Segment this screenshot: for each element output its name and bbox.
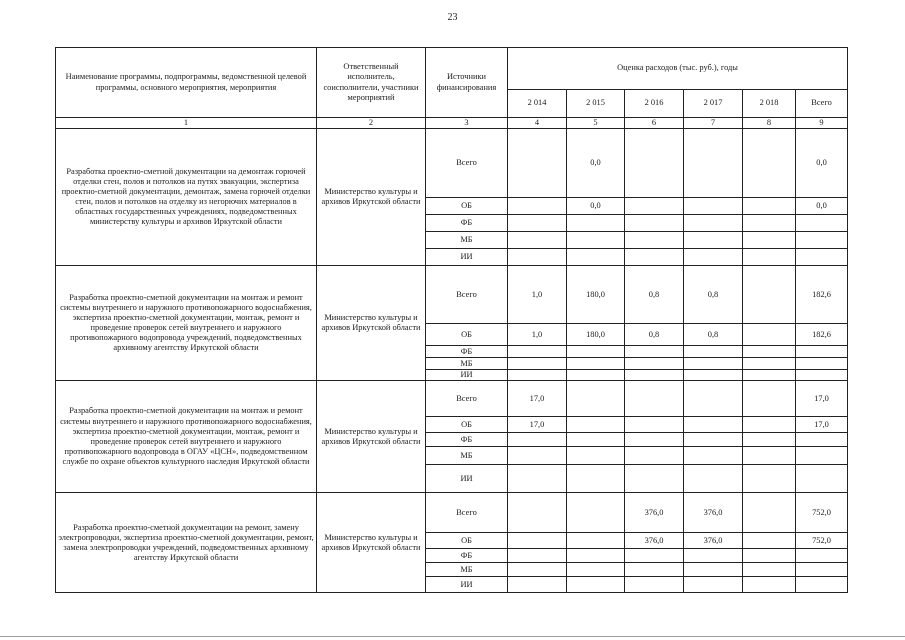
year-value — [567, 381, 625, 417]
funding-source: ФБ — [426, 549, 508, 563]
year-value — [567, 493, 625, 533]
page-number: 23 — [447, 12, 458, 23]
total-value: 0,0 — [796, 129, 848, 198]
year-value — [743, 381, 796, 417]
year-value — [567, 232, 625, 249]
year-value — [743, 493, 796, 533]
year-value: 376,0 — [625, 533, 684, 549]
year-value — [625, 563, 684, 577]
year-value — [743, 324, 796, 346]
year-value — [625, 370, 684, 381]
year-value — [684, 346, 743, 358]
year-value: 0,8 — [684, 266, 743, 324]
year-value — [684, 249, 743, 266]
year-value: 180,0 — [567, 324, 625, 346]
total-value: 182,6 — [796, 324, 848, 346]
year-value — [625, 232, 684, 249]
year-value — [508, 433, 567, 447]
funding-source: Всего — [426, 129, 508, 198]
year-value: 376,0 — [625, 493, 684, 533]
year-value — [743, 465, 796, 493]
year-value — [508, 215, 567, 232]
executor: Министерство культуры и архивов Иркутской области — [317, 493, 426, 593]
year-value — [567, 249, 625, 266]
year-value: 0,8 — [625, 266, 684, 324]
year-value — [567, 346, 625, 358]
total-value: 182,6 — [796, 266, 848, 324]
year-value — [625, 433, 684, 447]
year-value — [743, 215, 796, 232]
measure-name: Разработка проектно-сметной документации на монтаж и ремонт системы внутреннего и наружного противопожарного водоснабжения, экспертиза проектно-сметной документации, монтаж, ремонт и проведение проверок сетей внутреннего и наружного противопожарного водопровода в ОГАУ «ЦСН», подведомственном службе по охране объектов культурного наследия Иркутской области — [56, 381, 317, 493]
year-value — [508, 447, 567, 465]
column-number: 8 — [743, 118, 796, 129]
year-value — [508, 198, 567, 215]
executor: Министерство культуры и архивов Иркутской области — [317, 129, 426, 266]
year-value — [567, 533, 625, 549]
year-value: 1,0 — [508, 266, 567, 324]
total-value — [796, 215, 848, 232]
header-year: 2 018 — [743, 90, 796, 118]
year-value — [508, 533, 567, 549]
funding-source: МБ — [426, 358, 508, 370]
year-value: 180,0 — [567, 266, 625, 324]
page-edge-line — [0, 636, 905, 637]
year-value — [684, 198, 743, 215]
header-year: 2 016 — [625, 90, 684, 118]
year-value — [684, 433, 743, 447]
header-costs: Оценка расходов (тыс. руб.), годы — [508, 48, 848, 90]
column-number: 4 — [508, 118, 567, 129]
year-value — [743, 563, 796, 577]
total-value: 0,0 — [796, 198, 848, 215]
year-value — [567, 563, 625, 577]
table-row — [56, 266, 848, 324]
funding-source: МБ — [426, 447, 508, 465]
year-value — [508, 232, 567, 249]
funding-source: Всего — [426, 381, 508, 417]
year-value — [743, 346, 796, 358]
year-value — [684, 577, 743, 593]
header-total: Всего — [796, 90, 848, 118]
header-year: 2 017 — [684, 90, 743, 118]
year-value — [625, 577, 684, 593]
total-value — [796, 249, 848, 266]
year-value — [508, 370, 567, 381]
funding-source: ОБ — [426, 533, 508, 549]
total-value — [796, 447, 848, 465]
header-name: Наименование программы, подпрограммы, ведомственной целевой программы, основного мероприятия, мероприятия — [56, 48, 317, 118]
funding-source: ФБ — [426, 433, 508, 447]
header-sources: Источники финансирования — [426, 48, 508, 118]
total-value — [796, 358, 848, 370]
year-value — [508, 465, 567, 493]
column-number: 2 — [317, 118, 426, 129]
year-value — [625, 417, 684, 433]
funding-source: ИИ — [426, 577, 508, 593]
expense-table — [55, 47, 848, 593]
total-value: 752,0 — [796, 533, 848, 549]
total-value — [796, 370, 848, 381]
year-value — [743, 533, 796, 549]
funding-source: ИИ — [426, 465, 508, 493]
year-value — [567, 465, 625, 493]
year-value — [508, 346, 567, 358]
year-value: 0,8 — [684, 324, 743, 346]
year-value — [625, 129, 684, 198]
year-value — [684, 465, 743, 493]
header-year: 2 015 — [567, 90, 625, 118]
total-value — [796, 346, 848, 358]
year-value — [743, 417, 796, 433]
year-value — [743, 447, 796, 465]
total-value — [796, 433, 848, 447]
measure-name: Разработка проектно-сметной документации на ремонт, замену электропроводки, экспертиза проектно-сметной документации, ремонт, замена электропроводки учреждений, подведомственных архивному агентству Иркутской области — [56, 493, 317, 593]
year-value — [625, 346, 684, 358]
year-value — [743, 129, 796, 198]
year-value — [625, 249, 684, 266]
total-value: 752,0 — [796, 493, 848, 533]
funding-source: ИИ — [426, 249, 508, 266]
total-value: 17,0 — [796, 381, 848, 417]
year-value — [684, 232, 743, 249]
year-value — [508, 249, 567, 266]
funding-source: ФБ — [426, 346, 508, 358]
funding-source: Всего — [426, 266, 508, 324]
funding-source: Всего — [426, 493, 508, 533]
executor: Министерство культуры и архивов Иркутской области — [317, 266, 426, 381]
header-executor: Ответственный исполнитель, соисполнители, участники мероприятий — [317, 48, 426, 118]
year-value — [625, 215, 684, 232]
year-value — [567, 370, 625, 381]
year-value — [743, 370, 796, 381]
year-value — [567, 549, 625, 563]
column-number: 7 — [684, 118, 743, 129]
total-value: 17,0 — [796, 417, 848, 433]
funding-source: МБ — [426, 563, 508, 577]
funding-source: ОБ — [426, 324, 508, 346]
year-value: 376,0 — [684, 493, 743, 533]
table-row — [56, 493, 848, 533]
year-value — [508, 358, 567, 370]
year-value — [684, 563, 743, 577]
year-value — [684, 358, 743, 370]
year-value: 0,8 — [625, 324, 684, 346]
year-value: 17,0 — [508, 417, 567, 433]
year-value — [625, 381, 684, 417]
measure-name: Разработка проектно-сметной документации на монтаж и ремонт системы внутреннего и наружного противопожарного водоснабжения, экспертиза проектно-сметной документации, монтаж, ремонт и проведение проверок сетей внутреннего и наружного противопожарного водопровода учреждений, подведомственных архивному агентству Иркутской области — [56, 266, 317, 381]
year-value — [625, 358, 684, 370]
column-number: 6 — [625, 118, 684, 129]
funding-source: ФБ — [426, 215, 508, 232]
funding-source: ОБ — [426, 417, 508, 433]
header-year: 2 014 — [508, 90, 567, 118]
year-value: 1,0 — [508, 324, 567, 346]
column-number: 9 — [796, 118, 848, 129]
year-value — [508, 493, 567, 533]
year-value — [743, 577, 796, 593]
year-value — [567, 577, 625, 593]
total-value — [796, 465, 848, 493]
year-value: 17,0 — [508, 381, 567, 417]
year-value — [743, 198, 796, 215]
year-value — [567, 358, 625, 370]
year-value — [684, 549, 743, 563]
year-value — [743, 266, 796, 324]
total-value — [796, 563, 848, 577]
total-value — [796, 577, 848, 593]
year-value — [684, 381, 743, 417]
year-value: 0,0 — [567, 198, 625, 215]
year-value — [684, 417, 743, 433]
funding-source: ИИ — [426, 370, 508, 381]
year-value — [567, 215, 625, 232]
year-value: 0,0 — [567, 129, 625, 198]
measure-name: Разработка проектно-сметной документации на демонтаж горючей отделки стен, полов и потолков на путях эвакуации, экспертиза проектно-сметной документации, демонтаж, замена горючей отделки стен, полов и потолков на отделку из негорючих материалов в областных государственных учреждениях, подведомственных министерству культуры и архивов Иркутской области — [56, 129, 317, 266]
year-value — [684, 129, 743, 198]
column-number: 5 — [567, 118, 625, 129]
year-value — [508, 129, 567, 198]
year-value — [684, 370, 743, 381]
year-value — [625, 549, 684, 563]
year-value — [684, 215, 743, 232]
year-value — [625, 447, 684, 465]
year-value — [684, 447, 743, 465]
year-value — [743, 249, 796, 266]
year-value — [743, 433, 796, 447]
funding-source: МБ — [426, 232, 508, 249]
year-value — [567, 447, 625, 465]
total-value — [796, 232, 848, 249]
column-number: 1 — [56, 118, 317, 129]
year-value — [567, 417, 625, 433]
year-value — [625, 198, 684, 215]
total-value — [796, 549, 848, 563]
year-value — [743, 232, 796, 249]
executor: Министерство культуры и архивов Иркутской области — [317, 381, 426, 493]
year-value — [625, 465, 684, 493]
table-row — [56, 381, 848, 417]
year-value — [508, 549, 567, 563]
year-value: 376,0 — [684, 533, 743, 549]
year-value — [567, 433, 625, 447]
year-value — [743, 549, 796, 563]
year-value — [743, 358, 796, 370]
column-number: 3 — [426, 118, 508, 129]
table-row — [56, 129, 848, 198]
year-value — [508, 577, 567, 593]
funding-source: ОБ — [426, 198, 508, 215]
year-value — [508, 563, 567, 577]
